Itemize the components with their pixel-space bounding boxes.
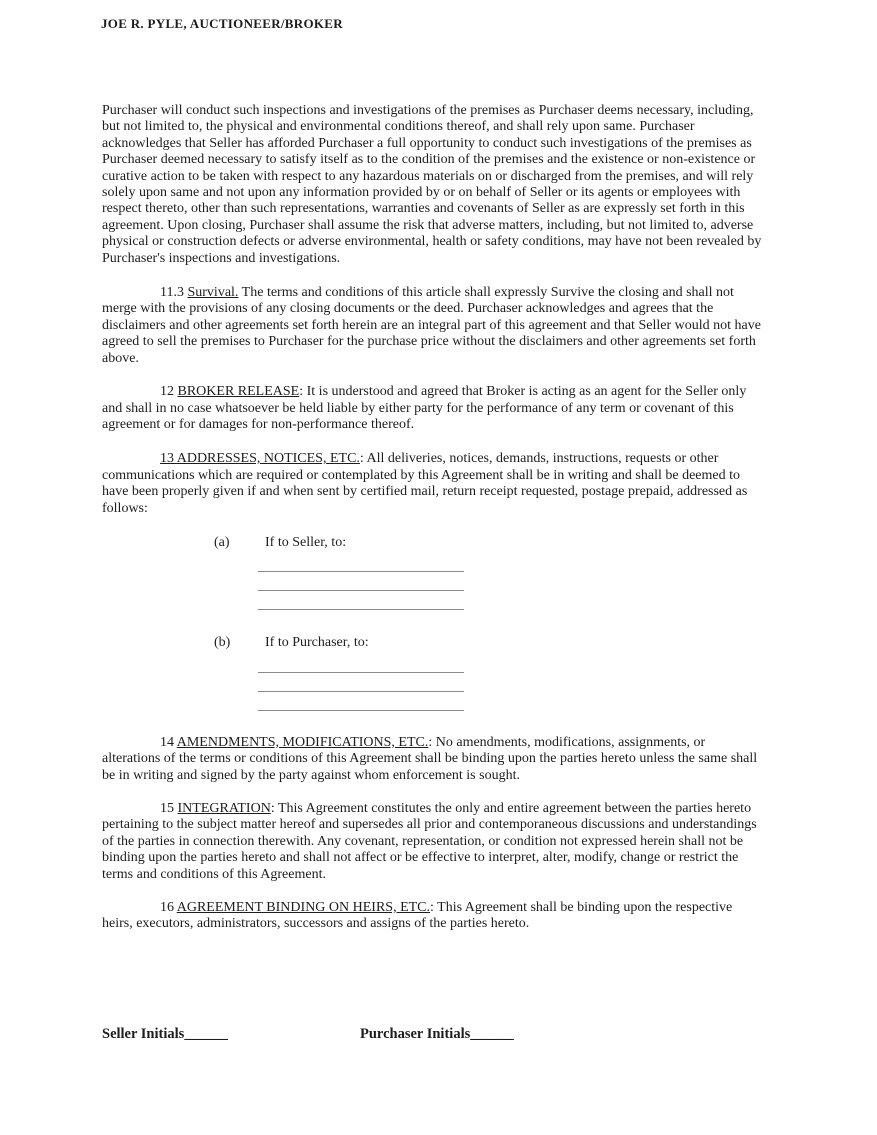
document-body (102, 103, 765, 933)
address-blank-line (258, 572, 464, 591)
purchaser-initials (360, 1026, 514, 1043)
purchaser-initials-label: Purchaser Initials (360, 1026, 471, 1042)
seller-initials-blank: ______ (184, 1026, 228, 1042)
address-block-header (102, 635, 765, 651)
address-blank-line (258, 692, 464, 711)
section-binding-heirs (102, 900, 765, 933)
section-heading: 13 ADDRESSES, NOTICES, ETC. (160, 451, 360, 467)
section-amendments (102, 735, 765, 784)
intro-paragraph: Purchaser will conduct such inspections and investigations of the premises as Purchaser deems necessary, including, but not limited to, the physical and environmental conditions thereof, and shall rely upon same. Purchaser acknowledges that Seller has afforded Purchaser a full opportunity to conduct such investigations of the premises as Purchaser deemed necessary to satisfy itself as to the condition of the premises and the existence or non-existence or curative action to be taken with respect to any hazardous materials on or discharged from the premises, and will rely solely upon same and not upon any information provided by or on behalf of Seller or its agents or employees with respect thereto, other than such representations, warranties and covenants of Seller as are expressly set forth in this agreement. Upon closing, Purchaser shall assume the risk that adverse matters, including, but not limited to, adverse physical or construction defects or adverse environmental, health or safety conditions, may have not been revealed by Purchaser's inspections and investigations. (102, 103, 762, 266)
address-item-title: If to Purchaser, to: (265, 635, 369, 651)
initials-footer (102, 1026, 765, 1052)
section-number: 12 (160, 384, 178, 400)
address-block-seller (102, 535, 765, 610)
address-blank-line (258, 654, 464, 673)
purchaser-initials-blank: ______ (470, 1026, 514, 1042)
address-block-purchaser (102, 635, 765, 710)
section-broker-release (102, 384, 765, 433)
section-text: : All deliveries, notices, demands, instructions, requests or other communications which are required or contemplated by this Agreement shall be in writing and shall be deemed to have been properly given if and when sent by certified mail, return receipt requested, postage prepaid, addressed as follows: (102, 451, 748, 516)
section-number: 15 (160, 800, 178, 816)
address-item-title: If to Seller, to: (265, 534, 347, 550)
address-block-header (102, 535, 765, 551)
address-blank-lines (258, 553, 464, 610)
section-number: 14 (160, 734, 177, 750)
section-text: : This Agreement constitutes the only and entire agreement between the parties hereto pertaining to the subject matter hereof and supersedes all prior and contemporaneous discussions and understandings of the parties in connection therewith. Any covenant, representation, or condition not expressed herein shall not be binding upon the parties hereto and shall not affect or be effective to interpret, alter, modify, change or restrict the terms and conditions of this Agreement. (102, 800, 757, 882)
address-item-label: (b) (214, 635, 231, 651)
address-blank-line (258, 591, 464, 610)
section-heading: AGREEMENT BINDING ON HEIRS, ETC. (176, 900, 431, 915)
seller-initials (102, 1026, 228, 1043)
address-blank-line (258, 553, 464, 572)
section-text: : This Agreement shall be binding upon the respective heirs, executors, administrators, successors and assigns of the parties hereto. (102, 900, 733, 932)
section-survival (102, 285, 765, 367)
section-number: 11.3 (160, 285, 188, 301)
address-blank-lines (258, 654, 464, 711)
section-text: : It is understood and agreed that Broker is acting as an agent for the Seller only and shall in no case whatsoever be held liable by either party for the performance of any term or covenant of this agreement or for damages for non-performance thereof. (102, 384, 747, 432)
seller-initials-label: Seller Initials (102, 1026, 185, 1042)
section-text: The terms and conditions of this article shall expressly Survive the closing and shall not merge with the provisions of any closing documents or the deed. Purchaser acknowledges and agrees that the disclaimers and other agreements set forth herein are an integral part of this agreement and that Seller would not have agreed to sell the premises to Purchaser for the purchase price without the disclaimers and other agreements set forth above. (102, 285, 761, 366)
address-item-label: (a) (214, 534, 230, 550)
section-heading: INTEGRATION (177, 800, 271, 816)
section-number: 16 (160, 900, 177, 915)
document-header-title: JOE R. PYLE, AUCTIONEER/BROKER (101, 16, 343, 31)
address-blank-line (258, 673, 464, 692)
section-heading: BROKER RELEASE (177, 384, 300, 400)
section-integration (102, 801, 765, 883)
section-text: : No amendments, modifications, assignments, or alterations of the terms or conditions of this Agreement shall be binding upon the parties hereto unless the same shall be in writing and signed by the party against whom enforcement is sought. (102, 734, 758, 783)
section-heading: AMENDMENTS, MODIFICATIONS, ETC. (176, 734, 429, 750)
section-addresses-notices (102, 451, 765, 517)
section-heading: Survival. (187, 285, 239, 301)
